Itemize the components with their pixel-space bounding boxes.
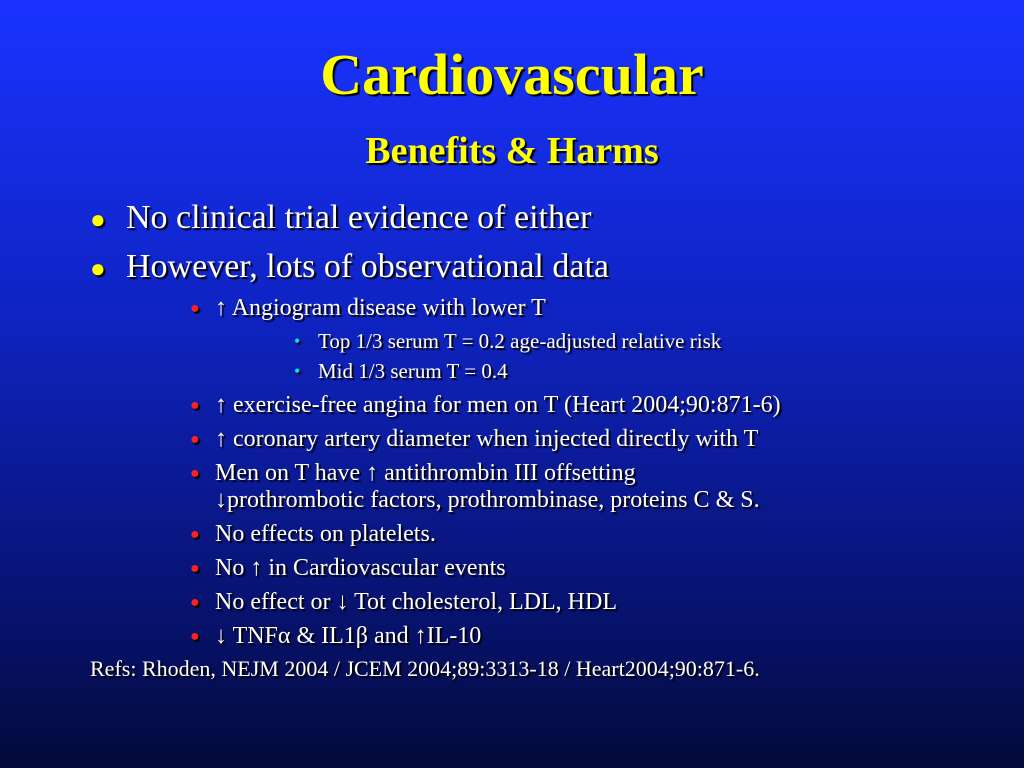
sub-bullet-dot-icon: ●: [190, 431, 200, 448]
bullet-text: No clinical trial evidence of either: [126, 199, 592, 236]
sub-bullet-text: ↓prothrombotic factors, prothrombinase, proteins C & S.: [215, 487, 760, 513]
sub-sub-bullet-dot-icon: •: [294, 361, 301, 381]
bullet-dot-icon: ●: [90, 254, 106, 283]
sub-bullet-text: Men on T have ↑ antithrombin III offsetting: [215, 460, 636, 486]
sub-bullet-text: ↓ TNFα & IL1β and ↑IL-10: [215, 623, 482, 649]
slide-title: Cardiovascular: [320, 42, 704, 107]
sub-bullet-dot-icon: ●: [190, 526, 200, 543]
sub-bullet-text: ↑ exercise-free angina for men on T (Heart 2004;90:871-6): [215, 392, 781, 418]
slide-subtitle: Benefits & Harms: [365, 130, 659, 172]
sub-bullet-dot-icon: ●: [190, 628, 200, 645]
sub-bullet-dot-icon: ●: [190, 397, 200, 414]
sub-sub-bullet-text: Top 1/3 serum T = 0.2 age-adjusted relative risk: [318, 329, 722, 353]
sub-bullet-text: No ↑ in Cardiovascular events: [215, 555, 506, 581]
sub-bullet-text: ↑ coronary artery diameter when injected directly with T: [215, 426, 759, 452]
bullet-text: However, lots of observational data: [126, 248, 609, 285]
sub-sub-bullet-text: Mid 1/3 serum T = 0.4: [318, 359, 508, 383]
sub-bullet-dot-icon: ●: [190, 465, 200, 482]
references-text: Refs: Rhoden, NEJM 2004 / JCEM 2004;89:3313-18 / Heart2004;90:871-6.: [90, 656, 760, 681]
sub-sub-bullet-dot-icon: •: [294, 331, 301, 351]
sub-bullet-text: No effects on platelets.: [215, 521, 436, 547]
sub-bullet-dot-icon: ●: [190, 560, 200, 577]
sub-bullet-dot-icon: ●: [190, 300, 200, 317]
bullet-dot-icon: ●: [90, 205, 106, 234]
sub-bullet-text: No effect or ↓ Tot cholesterol, LDL, HDL: [215, 589, 617, 615]
sub-bullet-dot-icon: ●: [190, 594, 200, 611]
sub-bullet-text: ↑ Angiogram disease with lower T: [215, 295, 546, 321]
